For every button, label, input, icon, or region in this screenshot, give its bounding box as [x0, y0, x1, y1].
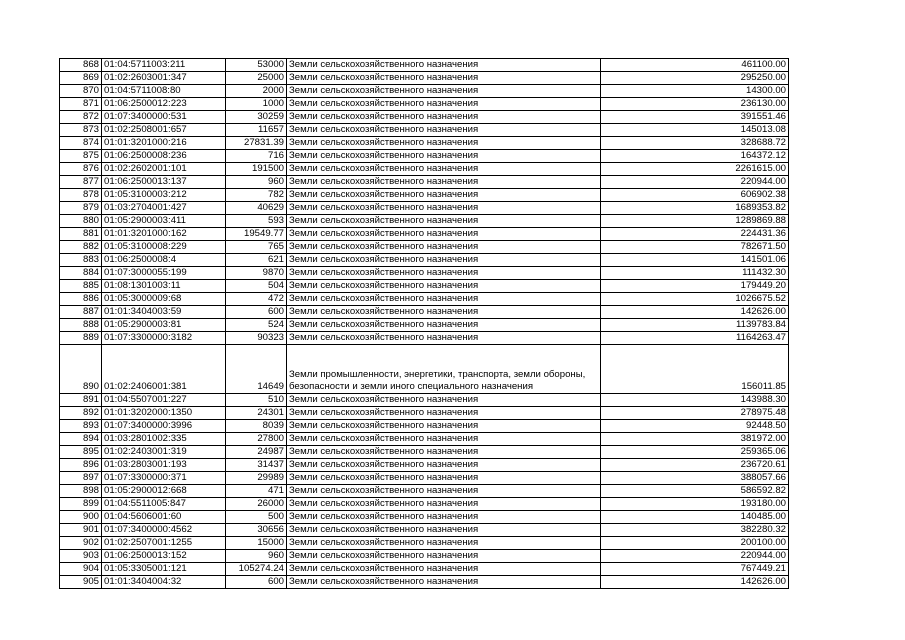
cadastral-number-cell: 01:06:2500012:223	[102, 98, 226, 111]
area-cell: 14649	[226, 345, 287, 394]
cadastral-number-cell: 01:01:3201000:162	[102, 228, 226, 241]
land-category-cell: Земли сельскохозяйственного назначения	[287, 189, 601, 202]
land-category-cell: Земли сельскохозяйственного назначения	[287, 293, 601, 306]
cadastral-value-cell: 164372.12	[601, 150, 789, 163]
cadastral-number-cell: 01:03:2803001:193	[102, 459, 226, 472]
cadastral-value-cell: 388057.66	[601, 472, 789, 485]
cadastral-number-cell: 01:01:3201000:216	[102, 137, 226, 150]
cadastral-number-cell: 01:07:3400000:4562	[102, 524, 226, 537]
area-cell: 191500	[226, 163, 287, 176]
land-category-cell: Земли промышленности, энергетики, транспорта, земли обороны, безопасности и земли иного специального назначения	[287, 345, 601, 394]
row-number-cell: 868	[60, 59, 102, 72]
land-category-cell: Земли сельскохозяйственного назначения	[287, 267, 601, 280]
land-category-cell: Земли сельскохозяйственного назначения	[287, 433, 601, 446]
row-number-cell: 880	[60, 215, 102, 228]
row-number-cell: 884	[60, 267, 102, 280]
table-row	[60, 124, 789, 137]
table-row	[60, 433, 789, 446]
area-cell: 9870	[226, 267, 287, 280]
area-cell: 471	[226, 485, 287, 498]
area-cell: 600	[226, 306, 287, 319]
table-row	[60, 459, 789, 472]
cadastral-number-cell: 01:08:1301003:11	[102, 280, 226, 293]
cadastral-value-cell: 14300.00	[601, 85, 789, 98]
cadastral-number-cell: 01:01:3202000:1350	[102, 407, 226, 420]
cadastral-value-cell: 767449.21	[601, 563, 789, 576]
cadastral-number-cell: 01:05:2900003:411	[102, 215, 226, 228]
cadastral-value-cell: 328688.72	[601, 137, 789, 150]
cadastral-value-cell: 1164263.47	[601, 332, 789, 345]
row-number-cell: 875	[60, 150, 102, 163]
cadastral-number-cell: 01:06:2500008:4	[102, 254, 226, 267]
table-row	[60, 345, 789, 394]
cadastral-value-cell: 142626.00	[601, 576, 789, 589]
area-cell: 19549.77	[226, 228, 287, 241]
land-category-cell: Земли сельскохозяйственного назначения	[287, 459, 601, 472]
table-row	[60, 420, 789, 433]
cadastral-value-cell: 1289869.88	[601, 215, 789, 228]
area-cell: 600	[226, 576, 287, 589]
cadastral-number-cell: 01:01:3404003:59	[102, 306, 226, 319]
cadastral-value-cell: 1139783.84	[601, 319, 789, 332]
cadastral-value-cell: 461100.00	[601, 59, 789, 72]
row-number-cell: 885	[60, 280, 102, 293]
land-category-cell: Земли сельскохозяйственного назначения	[287, 319, 601, 332]
area-cell: 472	[226, 293, 287, 306]
cadastral-value-cell: 606902.38	[601, 189, 789, 202]
cadastral-number-cell: 01:06:2500013:152	[102, 550, 226, 563]
area-cell: 53000	[226, 59, 287, 72]
area-cell: 31437	[226, 459, 287, 472]
cadastral-value-cell: 236130.00	[601, 98, 789, 111]
table-row	[60, 59, 789, 72]
cadastral-number-cell: 01:05:3100003:212	[102, 189, 226, 202]
area-cell: 510	[226, 394, 287, 407]
cadastral-number-cell: 01:02:2602001:101	[102, 163, 226, 176]
cadastral-number-cell: 01:04:5507001:227	[102, 394, 226, 407]
table-body	[60, 59, 789, 589]
row-number-cell: 898	[60, 485, 102, 498]
row-number-cell: 891	[60, 394, 102, 407]
land-category-cell: Земли сельскохозяйственного назначения	[287, 550, 601, 563]
row-number-cell: 874	[60, 137, 102, 150]
row-number-cell: 889	[60, 332, 102, 345]
cadastral-value-cell: 391551.46	[601, 111, 789, 124]
area-cell: 40629	[226, 202, 287, 215]
area-cell: 24987	[226, 446, 287, 459]
row-number-cell: 871	[60, 98, 102, 111]
table-row	[60, 319, 789, 332]
land-category-cell: Земли сельскохозяйственного назначения	[287, 228, 601, 241]
area-cell: 25000	[226, 72, 287, 85]
table-row	[60, 293, 789, 306]
land-category-cell: Земли сельскохозяйственного назначения	[287, 306, 601, 319]
table-row	[60, 472, 789, 485]
table-row	[60, 563, 789, 576]
row-number-cell: 872	[60, 111, 102, 124]
cadastral-number-cell: 01:06:2500013:137	[102, 176, 226, 189]
row-number-cell: 870	[60, 85, 102, 98]
area-cell: 15000	[226, 537, 287, 550]
cadastral-value-cell: 2261615.00	[601, 163, 789, 176]
table-row	[60, 228, 789, 241]
cadastral-value-cell: 1026675.52	[601, 293, 789, 306]
area-cell: 500	[226, 511, 287, 524]
land-category-cell: Земли сельскохозяйственного назначения	[287, 576, 601, 589]
table-row	[60, 485, 789, 498]
land-category-cell: Земли сельскохозяйственного назначения	[287, 472, 601, 485]
table-row	[60, 407, 789, 420]
cadastral-value-cell: 278975.48	[601, 407, 789, 420]
row-number-cell: 893	[60, 420, 102, 433]
land-category-cell: Земли сельскохозяйственного назначения	[287, 215, 601, 228]
land-category-cell: Земли сельскохозяйственного назначения	[287, 485, 601, 498]
land-category-cell: Земли сельскохозяйственного назначения	[287, 498, 601, 511]
land-category-cell: Земли сельскохозяйственного назначения	[287, 202, 601, 215]
land-category-cell: Земли сельскохозяйственного назначения	[287, 332, 601, 345]
table-row	[60, 576, 789, 589]
cadastral-number-cell: 01:04:5711008:80	[102, 85, 226, 98]
cadastral-value-cell: 782671.50	[601, 241, 789, 254]
cadastral-number-cell: 01:02:2507001:1255	[102, 537, 226, 550]
table-row	[60, 150, 789, 163]
table-row	[60, 550, 789, 563]
table-row	[60, 511, 789, 524]
row-number-cell: 894	[60, 433, 102, 446]
table-row	[60, 189, 789, 202]
table-row	[60, 306, 789, 319]
land-category-cell: Земли сельскохозяйственного назначения	[287, 254, 601, 267]
cadastral-value-cell: 111432.30	[601, 267, 789, 280]
cadastral-number-cell: 01:05:3305001:121	[102, 563, 226, 576]
area-cell: 26000	[226, 498, 287, 511]
cadastral-value-cell: 381972.00	[601, 433, 789, 446]
cadastral-number-cell: 01:07:3400000:3996	[102, 420, 226, 433]
area-cell: 782	[226, 189, 287, 202]
land-plot-table	[59, 58, 789, 589]
area-cell: 765	[226, 241, 287, 254]
cadastral-value-cell: 382280.32	[601, 524, 789, 537]
land-category-cell: Земли сельскохозяйственного назначения	[287, 137, 601, 150]
cadastral-number-cell: 01:07:3300000:371	[102, 472, 226, 485]
row-number-cell: 904	[60, 563, 102, 576]
row-number-cell: 890	[60, 345, 102, 394]
row-number-cell: 876	[60, 163, 102, 176]
cadastral-value-cell: 156011.85	[601, 345, 789, 394]
cadastral-value-cell: 193180.00	[601, 498, 789, 511]
cadastral-value-cell: 220944.00	[601, 550, 789, 563]
cadastral-value-cell: 200100.00	[601, 537, 789, 550]
cadastral-value-cell: 143988.30	[601, 394, 789, 407]
row-number-cell: 887	[60, 306, 102, 319]
row-number-cell: 883	[60, 254, 102, 267]
cadastral-number-cell: 01:07:3400000:531	[102, 111, 226, 124]
table-row	[60, 72, 789, 85]
land-category-cell: Земли сельскохозяйственного назначения	[287, 176, 601, 189]
land-category-cell: Земли сельскохозяйственного назначения	[287, 280, 601, 293]
cadastral-number-cell: 01:02:2406001:381	[102, 345, 226, 394]
cadastral-value-cell: 145013.08	[601, 124, 789, 137]
table-row	[60, 176, 789, 189]
row-number-cell: 895	[60, 446, 102, 459]
area-cell: 30656	[226, 524, 287, 537]
table-row	[60, 280, 789, 293]
table-row	[60, 111, 789, 124]
cadastral-value-cell: 295250.00	[601, 72, 789, 85]
cadastral-number-cell: 01:02:2508001:657	[102, 124, 226, 137]
cadastral-number-cell: 01:05:3000009:68	[102, 293, 226, 306]
area-cell: 960	[226, 176, 287, 189]
row-number-cell: 902	[60, 537, 102, 550]
land-category-cell: Земли сельскохозяйственного назначения	[287, 111, 601, 124]
table-row	[60, 202, 789, 215]
table-row	[60, 254, 789, 267]
area-cell: 960	[226, 550, 287, 563]
table-row	[60, 446, 789, 459]
cadastral-value-cell: 140485.00	[601, 511, 789, 524]
table-row	[60, 215, 789, 228]
row-number-cell: 903	[60, 550, 102, 563]
row-number-cell: 905	[60, 576, 102, 589]
area-cell: 2000	[226, 85, 287, 98]
land-category-cell: Земли сельскохозяйственного назначения	[287, 241, 601, 254]
land-category-cell: Земли сельскохозяйственного назначения	[287, 511, 601, 524]
area-cell: 8039	[226, 420, 287, 433]
table-row	[60, 98, 789, 111]
table-row	[60, 394, 789, 407]
row-number-cell: 900	[60, 511, 102, 524]
land-category-cell: Земли сельскохозяйственного назначения	[287, 59, 601, 72]
row-number-cell: 881	[60, 228, 102, 241]
row-number-cell: 877	[60, 176, 102, 189]
table-row	[60, 537, 789, 550]
row-number-cell: 886	[60, 293, 102, 306]
area-cell: 716	[226, 150, 287, 163]
cadastral-number-cell: 01:04:5711003:211	[102, 59, 226, 72]
table-row	[60, 137, 789, 150]
area-cell: 593	[226, 215, 287, 228]
row-number-cell: 869	[60, 72, 102, 85]
cadastral-number-cell: 01:04:5606001:60	[102, 511, 226, 524]
cadastral-number-cell: 01:03:2704001:427	[102, 202, 226, 215]
row-number-cell: 896	[60, 459, 102, 472]
land-category-cell: Земли сельскохозяйственного назначения	[287, 124, 601, 137]
area-cell: 27800	[226, 433, 287, 446]
row-number-cell: 901	[60, 524, 102, 537]
area-cell: 621	[226, 254, 287, 267]
area-cell: 504	[226, 280, 287, 293]
cadastral-number-cell: 01:06:2500008:236	[102, 150, 226, 163]
table-row	[60, 85, 789, 98]
row-number-cell: 873	[60, 124, 102, 137]
area-cell: 524	[226, 319, 287, 332]
cadastral-value-cell: 179449.20	[601, 280, 789, 293]
table-row	[60, 241, 789, 254]
table-row	[60, 163, 789, 176]
row-number-cell: 892	[60, 407, 102, 420]
cadastral-value-cell: 259365.06	[601, 446, 789, 459]
area-cell: 90323	[226, 332, 287, 345]
row-number-cell: 899	[60, 498, 102, 511]
cadastral-number-cell: 01:01:3404004:32	[102, 576, 226, 589]
table-row	[60, 524, 789, 537]
cadastral-number-cell: 01:07:3000055:199	[102, 267, 226, 280]
row-number-cell: 879	[60, 202, 102, 215]
area-cell: 1000	[226, 98, 287, 111]
land-category-cell: Земли сельскохозяйственного назначения	[287, 85, 601, 98]
land-category-cell: Земли сельскохозяйственного назначения	[287, 98, 601, 111]
area-cell: 105274.24	[226, 563, 287, 576]
land-category-cell: Земли сельскохозяйственного назначения	[287, 446, 601, 459]
cadastral-value-cell: 236720.61	[601, 459, 789, 472]
cadastral-value-cell: 224431.36	[601, 228, 789, 241]
cadastral-value-cell: 92448.50	[601, 420, 789, 433]
row-number-cell: 888	[60, 319, 102, 332]
land-category-cell: Земли сельскохозяйственного назначения	[287, 407, 601, 420]
land-category-cell: Земли сельскохозяйственного назначения	[287, 524, 601, 537]
area-cell: 27831.39	[226, 137, 287, 150]
cadastral-number-cell: 01:04:5511005:847	[102, 498, 226, 511]
cadastral-number-cell: 01:02:2403001:319	[102, 446, 226, 459]
land-category-cell: Земли сельскохозяйственного назначения	[287, 72, 601, 85]
land-category-cell: Земли сельскохозяйственного назначения	[287, 420, 601, 433]
land-category-cell: Земли сельскохозяйственного назначения	[287, 537, 601, 550]
cadastral-number-cell: 01:05:2900012:668	[102, 485, 226, 498]
land-category-cell: Земли сельскохозяйственного назначения	[287, 563, 601, 576]
cadastral-value-cell: 142626.00	[601, 306, 789, 319]
cadastral-value-cell: 586592.82	[601, 485, 789, 498]
cadastral-value-cell: 141501.06	[601, 254, 789, 267]
cadastral-number-cell: 01:02:2603001:347	[102, 72, 226, 85]
table-row	[60, 267, 789, 280]
table-row	[60, 498, 789, 511]
row-number-cell: 882	[60, 241, 102, 254]
row-number-cell: 878	[60, 189, 102, 202]
row-number-cell: 897	[60, 472, 102, 485]
area-cell: 29989	[226, 472, 287, 485]
land-category-cell: Земли сельскохозяйственного назначения	[287, 163, 601, 176]
area-cell: 30259	[226, 111, 287, 124]
area-cell: 11657	[226, 124, 287, 137]
cadastral-number-cell: 01:05:3100008:229	[102, 241, 226, 254]
land-category-cell: Земли сельскохозяйственного назначения	[287, 394, 601, 407]
cadastral-value-cell: 1689353.82	[601, 202, 789, 215]
table-row	[60, 332, 789, 345]
land-category-cell: Земли сельскохозяйственного назначения	[287, 150, 601, 163]
cadastral-value-cell: 220944.00	[601, 176, 789, 189]
cadastral-number-cell: 01:07:3300000:3182	[102, 332, 226, 345]
area-cell: 24301	[226, 407, 287, 420]
cadastral-number-cell: 01:03:2801002:335	[102, 433, 226, 446]
cadastral-number-cell: 01:05:2900003:81	[102, 319, 226, 332]
